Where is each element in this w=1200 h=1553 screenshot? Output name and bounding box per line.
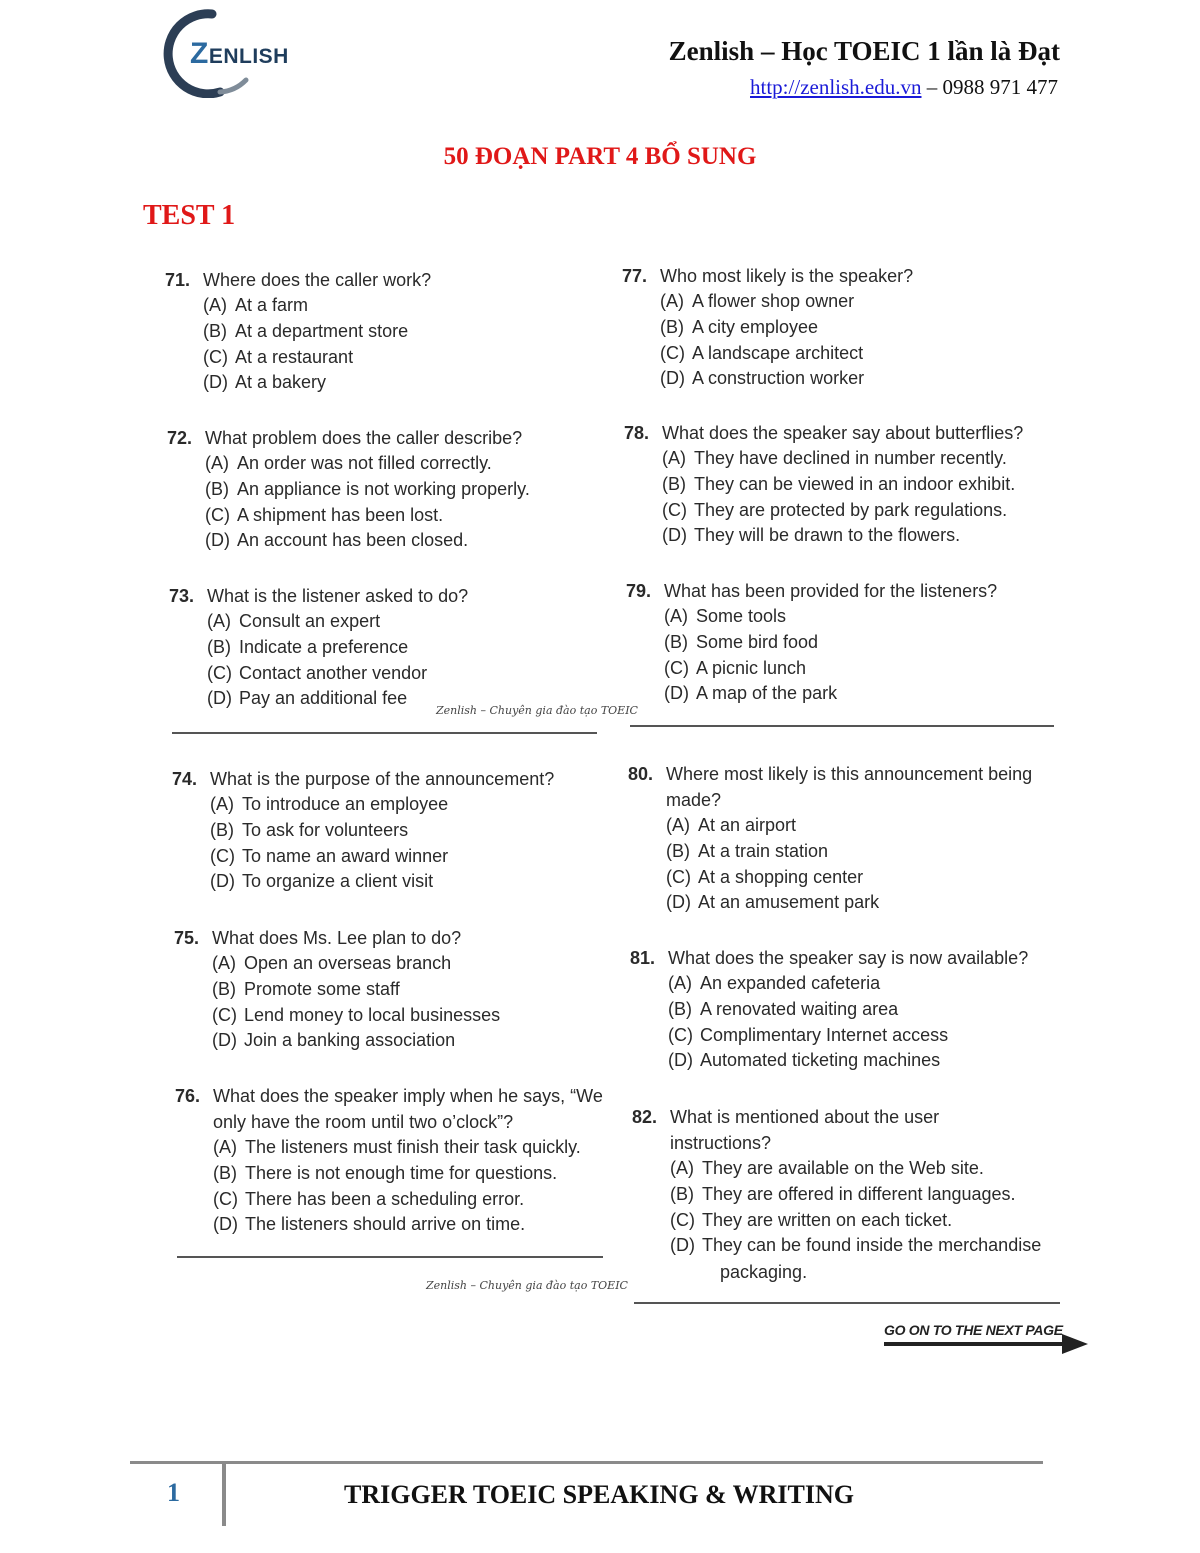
option-letter: (A) — [670, 1158, 694, 1178]
question-stem — [628, 761, 1056, 813]
option-text: The listeners should arrive on time. — [245, 1214, 526, 1235]
answer-option[interactable] — [169, 661, 609, 687]
section-divider — [634, 1302, 1060, 1304]
question-block — [165, 267, 605, 396]
footer-rule — [130, 1461, 1043, 1464]
page-number: 1 — [167, 1478, 180, 1507]
question-number: 74. — [172, 769, 198, 789]
option-text: A picnic lunch — [696, 657, 807, 678]
option-text: They have declined in number recently. — [694, 448, 1007, 468]
next-page-arrow-bar — [884, 1342, 1066, 1346]
question-block — [628, 761, 1068, 916]
option-text: Consult an expert — [239, 611, 381, 631]
option-text: At an amusement park — [698, 892, 880, 913]
option-text: A landscape architect — [692, 342, 864, 363]
option-letter: (D) — [666, 892, 691, 913]
answer-option[interactable] — [172, 792, 612, 818]
answer-option[interactable] — [630, 971, 1070, 997]
question-stem — [174, 925, 614, 951]
question-text: What does the speaker say about butterflies? — [662, 423, 1024, 443]
answer-option[interactable] — [174, 977, 614, 1003]
option-text: To organize a client visit — [242, 871, 434, 892]
answer-option[interactable] — [172, 869, 612, 895]
answer-option[interactable] — [167, 528, 607, 554]
answer-option[interactable] — [626, 681, 1066, 707]
option-letter: (C) — [210, 845, 235, 866]
question-text: What does the speaker imply when he says, “We only have the room until two o’clock”? — [213, 1086, 603, 1132]
answer-option[interactable] — [165, 293, 605, 319]
option-text-continuation: packaging. — [720, 1262, 808, 1283]
option-text: Join a banking association — [244, 1030, 456, 1051]
answer-option[interactable] — [174, 1003, 614, 1029]
option-text: A flower shop owner — [692, 291, 855, 311]
answer-option[interactable] — [632, 1233, 1072, 1259]
question-block — [626, 578, 1066, 707]
answer-option[interactable] — [175, 1187, 615, 1213]
option-text: A renovated waiting area — [700, 998, 899, 1019]
option-letter: (A) — [212, 953, 236, 973]
option-text: A city employee — [692, 316, 819, 337]
section-divider — [172, 732, 597, 734]
answer-option[interactable] — [174, 951, 614, 977]
option-letter: (C) — [660, 342, 685, 363]
question-block — [172, 766, 612, 895]
answer-option[interactable] — [165, 345, 605, 371]
option-text: To ask for volunteers — [242, 819, 409, 840]
question-number: 80. — [628, 764, 654, 784]
option-letter: (D) — [207, 688, 232, 709]
option-letter: (C) — [205, 504, 230, 525]
answer-option[interactable] — [175, 1161, 615, 1187]
option-text: A construction worker — [692, 368, 865, 389]
option-letter: (D) — [670, 1235, 695, 1256]
question-text: What has been provided for the listeners? — [664, 581, 998, 601]
answer-option[interactable] — [632, 1182, 1072, 1208]
question-stem — [626, 578, 1066, 604]
option-letter: (D) — [205, 530, 230, 551]
question-stem — [630, 945, 1070, 971]
option-text: They will be drawn to the flowers. — [694, 525, 961, 546]
answer-option[interactable] — [175, 1135, 615, 1161]
answer-option[interactable] — [167, 451, 607, 477]
answer-option[interactable] — [630, 997, 1070, 1023]
question-number: 75. — [174, 928, 200, 948]
option-letter: (D) — [660, 368, 685, 389]
option-letter: (B) — [207, 636, 231, 657]
question-stem — [632, 1104, 990, 1156]
answer-option[interactable] — [628, 813, 1068, 839]
option-text: At a train station — [698, 840, 829, 861]
question-text: Where most likely is this announcement being made? — [666, 764, 1033, 810]
question-stem — [175, 1083, 603, 1135]
option-text: Complimentary Internet access — [700, 1024, 949, 1045]
option-text: They are offered in different languages. — [702, 1183, 1016, 1204]
next-page-label: GO ON TO THE NEXT PAGE — [884, 1322, 1063, 1338]
option-letter: (D) — [662, 525, 687, 546]
option-letter: (A) — [660, 291, 684, 311]
option-letter: (B) — [664, 631, 688, 652]
question-stem — [172, 766, 612, 792]
answer-option[interactable] — [622, 341, 1062, 367]
watermark: Zenlish – Chuyên gia đào tạo TOEIC — [426, 1279, 628, 1292]
question-text: What is mentioned about the user instructions? — [670, 1107, 940, 1153]
option-text: They are protected by park regulations. — [694, 499, 1008, 520]
option-text: At a bakery — [235, 372, 327, 393]
option-letter: (B) — [660, 316, 684, 337]
answer-option[interactable] — [167, 477, 607, 503]
answer-option[interactable] — [626, 630, 1066, 656]
option-text: Lend money to local businesses — [244, 1004, 501, 1025]
question-text: Who most likely is the speaker? — [660, 266, 914, 286]
option-text: Some tools — [696, 606, 787, 626]
option-letter: (C) — [207, 662, 232, 683]
arrow-right-icon — [1062, 1334, 1088, 1354]
option-letter: (B) — [668, 998, 692, 1019]
phone-number: – 0988 971 477 — [921, 75, 1058, 99]
question-stem — [622, 263, 1062, 289]
question-block — [632, 1104, 1072, 1285]
question-text: What does Ms. Lee plan to do? — [212, 928, 462, 948]
option-text: At a department store — [235, 320, 409, 341]
option-letter: (C) — [213, 1188, 238, 1209]
question-number: 71. — [165, 270, 191, 290]
option-letter: (B) — [212, 978, 236, 999]
answer-option[interactable] — [172, 844, 612, 870]
answer-option[interactable] — [169, 635, 609, 661]
answer-option[interactable] — [624, 472, 1064, 498]
answer-option[interactable] — [172, 818, 612, 844]
question-stem — [167, 425, 607, 451]
question-text: What problem does the caller describe? — [205, 428, 523, 448]
question-stem — [169, 583, 609, 609]
option-letter: (B) — [666, 840, 690, 861]
option-text: A map of the park — [696, 683, 838, 704]
question-text: What does the speaker say is now available? — [668, 948, 1029, 968]
option-letter: (C) — [668, 1024, 693, 1045]
option-letter: (A) — [662, 448, 686, 468]
answer-option[interactable] — [628, 890, 1068, 916]
option-letter: (C) — [670, 1209, 695, 1230]
question-block — [169, 583, 609, 712]
option-letter: (D) — [668, 1050, 693, 1071]
watermark: Zenlish – Chuyên gia đào tạo TOEIC — [436, 704, 638, 717]
option-text: The listeners must finish their task quickly. — [245, 1137, 581, 1157]
question-stem — [165, 267, 605, 293]
option-letter: (B) — [670, 1183, 694, 1204]
answer-option[interactable] — [632, 1156, 1072, 1182]
question-text: Where does the caller work? — [203, 270, 432, 290]
option-text: An appliance is not working properly. — [237, 478, 530, 499]
option-letter: (C) — [666, 866, 691, 887]
answer-option[interactable] — [632, 1208, 1072, 1234]
question-number: 78. — [624, 423, 650, 443]
answer-option[interactable] — [630, 1023, 1070, 1049]
option-letter: (D) — [212, 1030, 237, 1051]
answer-option[interactable] — [624, 498, 1064, 524]
footer-divider — [222, 1464, 226, 1526]
answer-option[interactable] — [175, 1212, 615, 1238]
option-text: At a farm — [235, 295, 309, 315]
option-letter: (A) — [210, 794, 234, 814]
option-text: Open an overseas branch — [244, 953, 452, 973]
question-text: What is the purpose of the announcement? — [210, 769, 555, 789]
answer-option[interactable] — [626, 656, 1066, 682]
option-letter: (A) — [666, 815, 690, 835]
option-letter: (B) — [203, 320, 227, 341]
answer-option[interactable] — [169, 609, 609, 635]
question-block — [174, 925, 614, 1054]
answer-option[interactable] — [622, 366, 1062, 392]
option-text: To introduce an employee — [242, 794, 449, 814]
question-number: 81. — [630, 948, 656, 968]
footer-title: TRIGGER TOEIC SPEAKING & WRITING — [344, 1480, 855, 1509]
option-text: There has been a scheduling error. — [245, 1188, 525, 1209]
option-text: They are written on each ticket. — [702, 1209, 953, 1230]
answer-option[interactable] — [624, 446, 1064, 472]
option-text: They can be viewed in an indoor exhibit. — [694, 473, 1016, 494]
option-text: To name an award winner — [242, 845, 449, 866]
option-text: At an airport — [698, 815, 797, 835]
question-block — [624, 420, 1064, 549]
question-block — [175, 1083, 615, 1238]
option-text: They are available on the Web site. — [702, 1158, 984, 1178]
question-number: 72. — [167, 428, 193, 448]
option-letter: (A) — [668, 973, 692, 993]
option-letter: (A) — [213, 1137, 237, 1157]
test-title: TEST 1 — [143, 200, 236, 231]
option-text: They can be found inside the merchandise — [702, 1235, 1042, 1256]
document-title: 50 ĐOẠN PART 4 BỔ SUNG — [443, 143, 757, 170]
option-text: Some bird food — [696, 631, 819, 652]
option-letter: (C) — [664, 657, 689, 678]
option-text: A shipment has been lost. — [237, 504, 444, 525]
option-letter: (A) — [205, 453, 229, 473]
option-letter: (A) — [203, 295, 227, 315]
option-letter: (D) — [210, 871, 235, 892]
option-letter: (B) — [205, 478, 229, 499]
option-text: At a restaurant — [235, 346, 354, 367]
option-letter: (C) — [203, 346, 228, 367]
question-block — [622, 263, 1062, 392]
option-letter: (D) — [203, 372, 228, 393]
option-letter: (A) — [207, 611, 231, 631]
answer-option[interactable] — [622, 315, 1062, 341]
question-text: What is the listener asked to do? — [207, 586, 469, 606]
section-divider — [630, 725, 1054, 727]
question-number: 73. — [169, 586, 195, 606]
answer-option[interactable] — [174, 1028, 614, 1054]
option-letter: (B) — [213, 1162, 237, 1183]
answer-option[interactable] — [167, 503, 607, 529]
section-divider — [177, 1256, 603, 1258]
website-link[interactable]: http://zenlish.edu.vn — [750, 75, 922, 99]
question-number: 76. — [175, 1086, 201, 1106]
question-block — [167, 425, 607, 554]
option-letter: (C) — [212, 1004, 237, 1025]
answer-option[interactable] — [165, 319, 605, 345]
option-text: An expanded cafeteria — [700, 973, 881, 993]
answer-option[interactable] — [630, 1048, 1070, 1074]
question-block — [630, 945, 1070, 1074]
question-stem — [624, 420, 1064, 446]
option-text: Contact another vendor — [239, 662, 428, 683]
question-number: 82. — [632, 1107, 658, 1127]
answer-option[interactable] — [626, 604, 1066, 630]
contact-line — [750, 75, 1058, 100]
option-letter: (B) — [210, 819, 234, 840]
option-text: An account has been closed. — [237, 530, 469, 551]
option-letter: (A) — [664, 606, 688, 626]
option-text: Indicate a preference — [239, 636, 409, 657]
logo-wordmark: ZENLISH — [190, 37, 289, 70]
option-text: At a shopping center — [698, 866, 864, 887]
question-number: 79. — [626, 581, 652, 601]
answer-option[interactable] — [628, 839, 1068, 865]
option-letter: (D) — [664, 683, 689, 704]
brand-tagline: Zenlish – Học TOEIC 1 lần là Đạt — [668, 36, 1060, 66]
answer-option[interactable] — [622, 289, 1062, 315]
option-letter: (B) — [662, 473, 686, 494]
answer-option[interactable] — [624, 523, 1064, 549]
option-letter: (D) — [213, 1214, 238, 1235]
option-text: Promote some staff — [244, 978, 400, 999]
answer-option[interactable] — [165, 370, 605, 396]
answer-option[interactable] — [628, 865, 1068, 891]
option-text: Automated ticketing machines — [700, 1050, 941, 1071]
option-text: There is not enough time for questions. — [245, 1162, 558, 1183]
option-letter: (C) — [662, 499, 687, 520]
question-number: 77. — [622, 266, 648, 286]
option-text: An order was not filled correctly. — [237, 453, 492, 473]
option-text: Pay an additional fee — [239, 688, 408, 709]
